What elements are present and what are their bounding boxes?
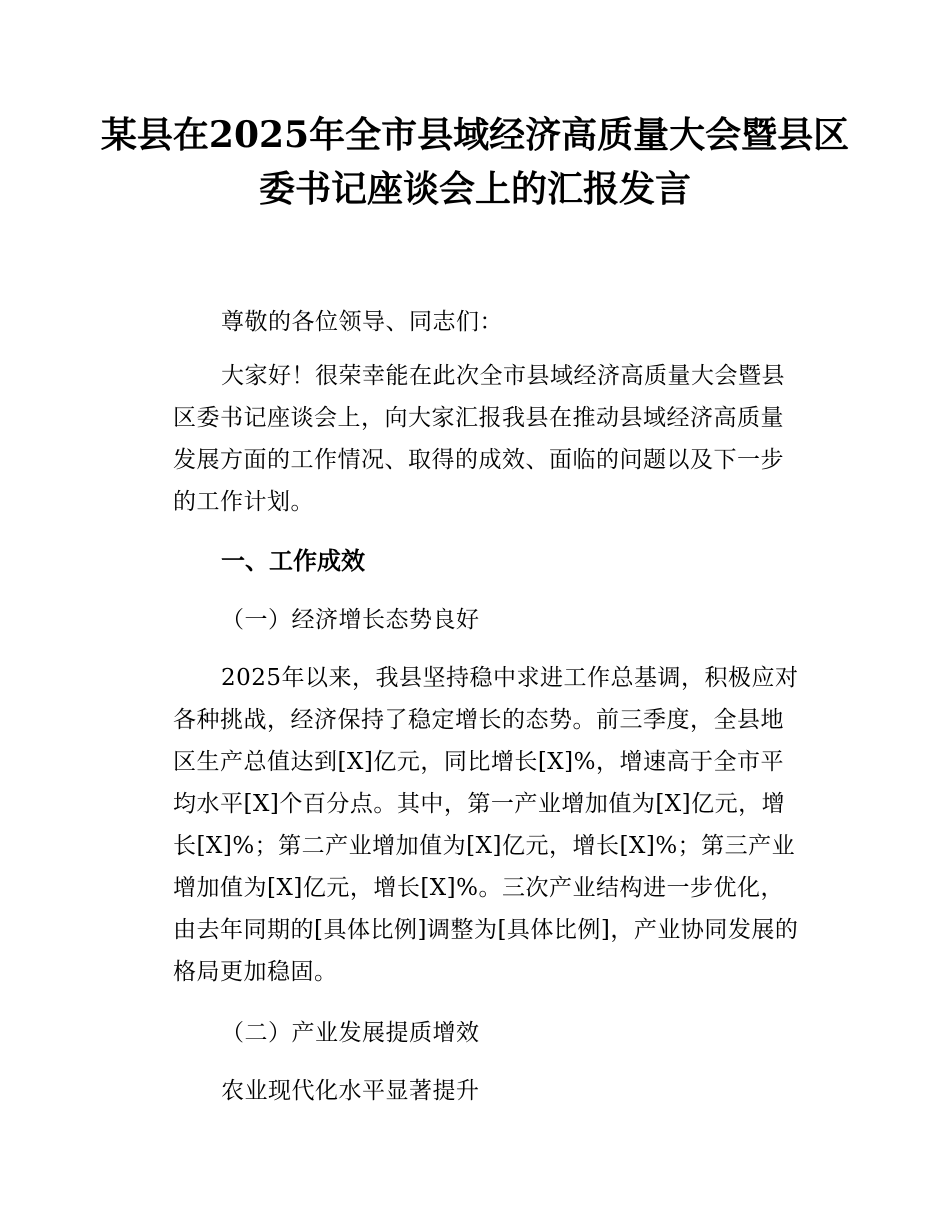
salutation: 尊敬的各位领导、同志们：	[221, 309, 503, 335]
agriculture-paragraph: 农业现代化水平显著提升	[221, 1078, 480, 1104]
intro-paragraph: 大家好！很荣幸能在此次全市县域经济高质量大会暨县区委书记座谈会上，向大家汇报我县在推动县域经济高质量发展方面的工作情况、取得的成效、面临的问题以及下一步的工作计划。	[173, 363, 785, 515]
economic-growth-paragraph: 2025年以来，我县坚持稳中求进工作总基调，积极应对各种挑战，经济保持了稳定增长的态势。前三季度，全县地区生产总值达到[X]亿元，同比增长[X]%，增速高于全市平均水平[X]个百分点。其中，第一产业增加值为[X]亿元，增长[X]%；第二产业增加值为[X]亿元，增长[X]%；第三产业增加值为[X]亿元，增长[X]%。三次产业结构进一步优化，由去年同期的[具体比例]调整为[具体比例]，产业协同发展的格局更加稳固。	[173, 665, 799, 985]
subsection-heading-industry-development: （二）产业发展提质增效	[221, 1020, 480, 1046]
section-heading-achievements: 一、工作成效	[221, 547, 365, 575]
subsection-heading-economic-growth: （一）经济增长态势良好	[221, 607, 480, 633]
document-title: 某县在2025年全市县域经济高质量大会暨县区委书记座谈会上的汇报发言	[100, 114, 850, 210]
